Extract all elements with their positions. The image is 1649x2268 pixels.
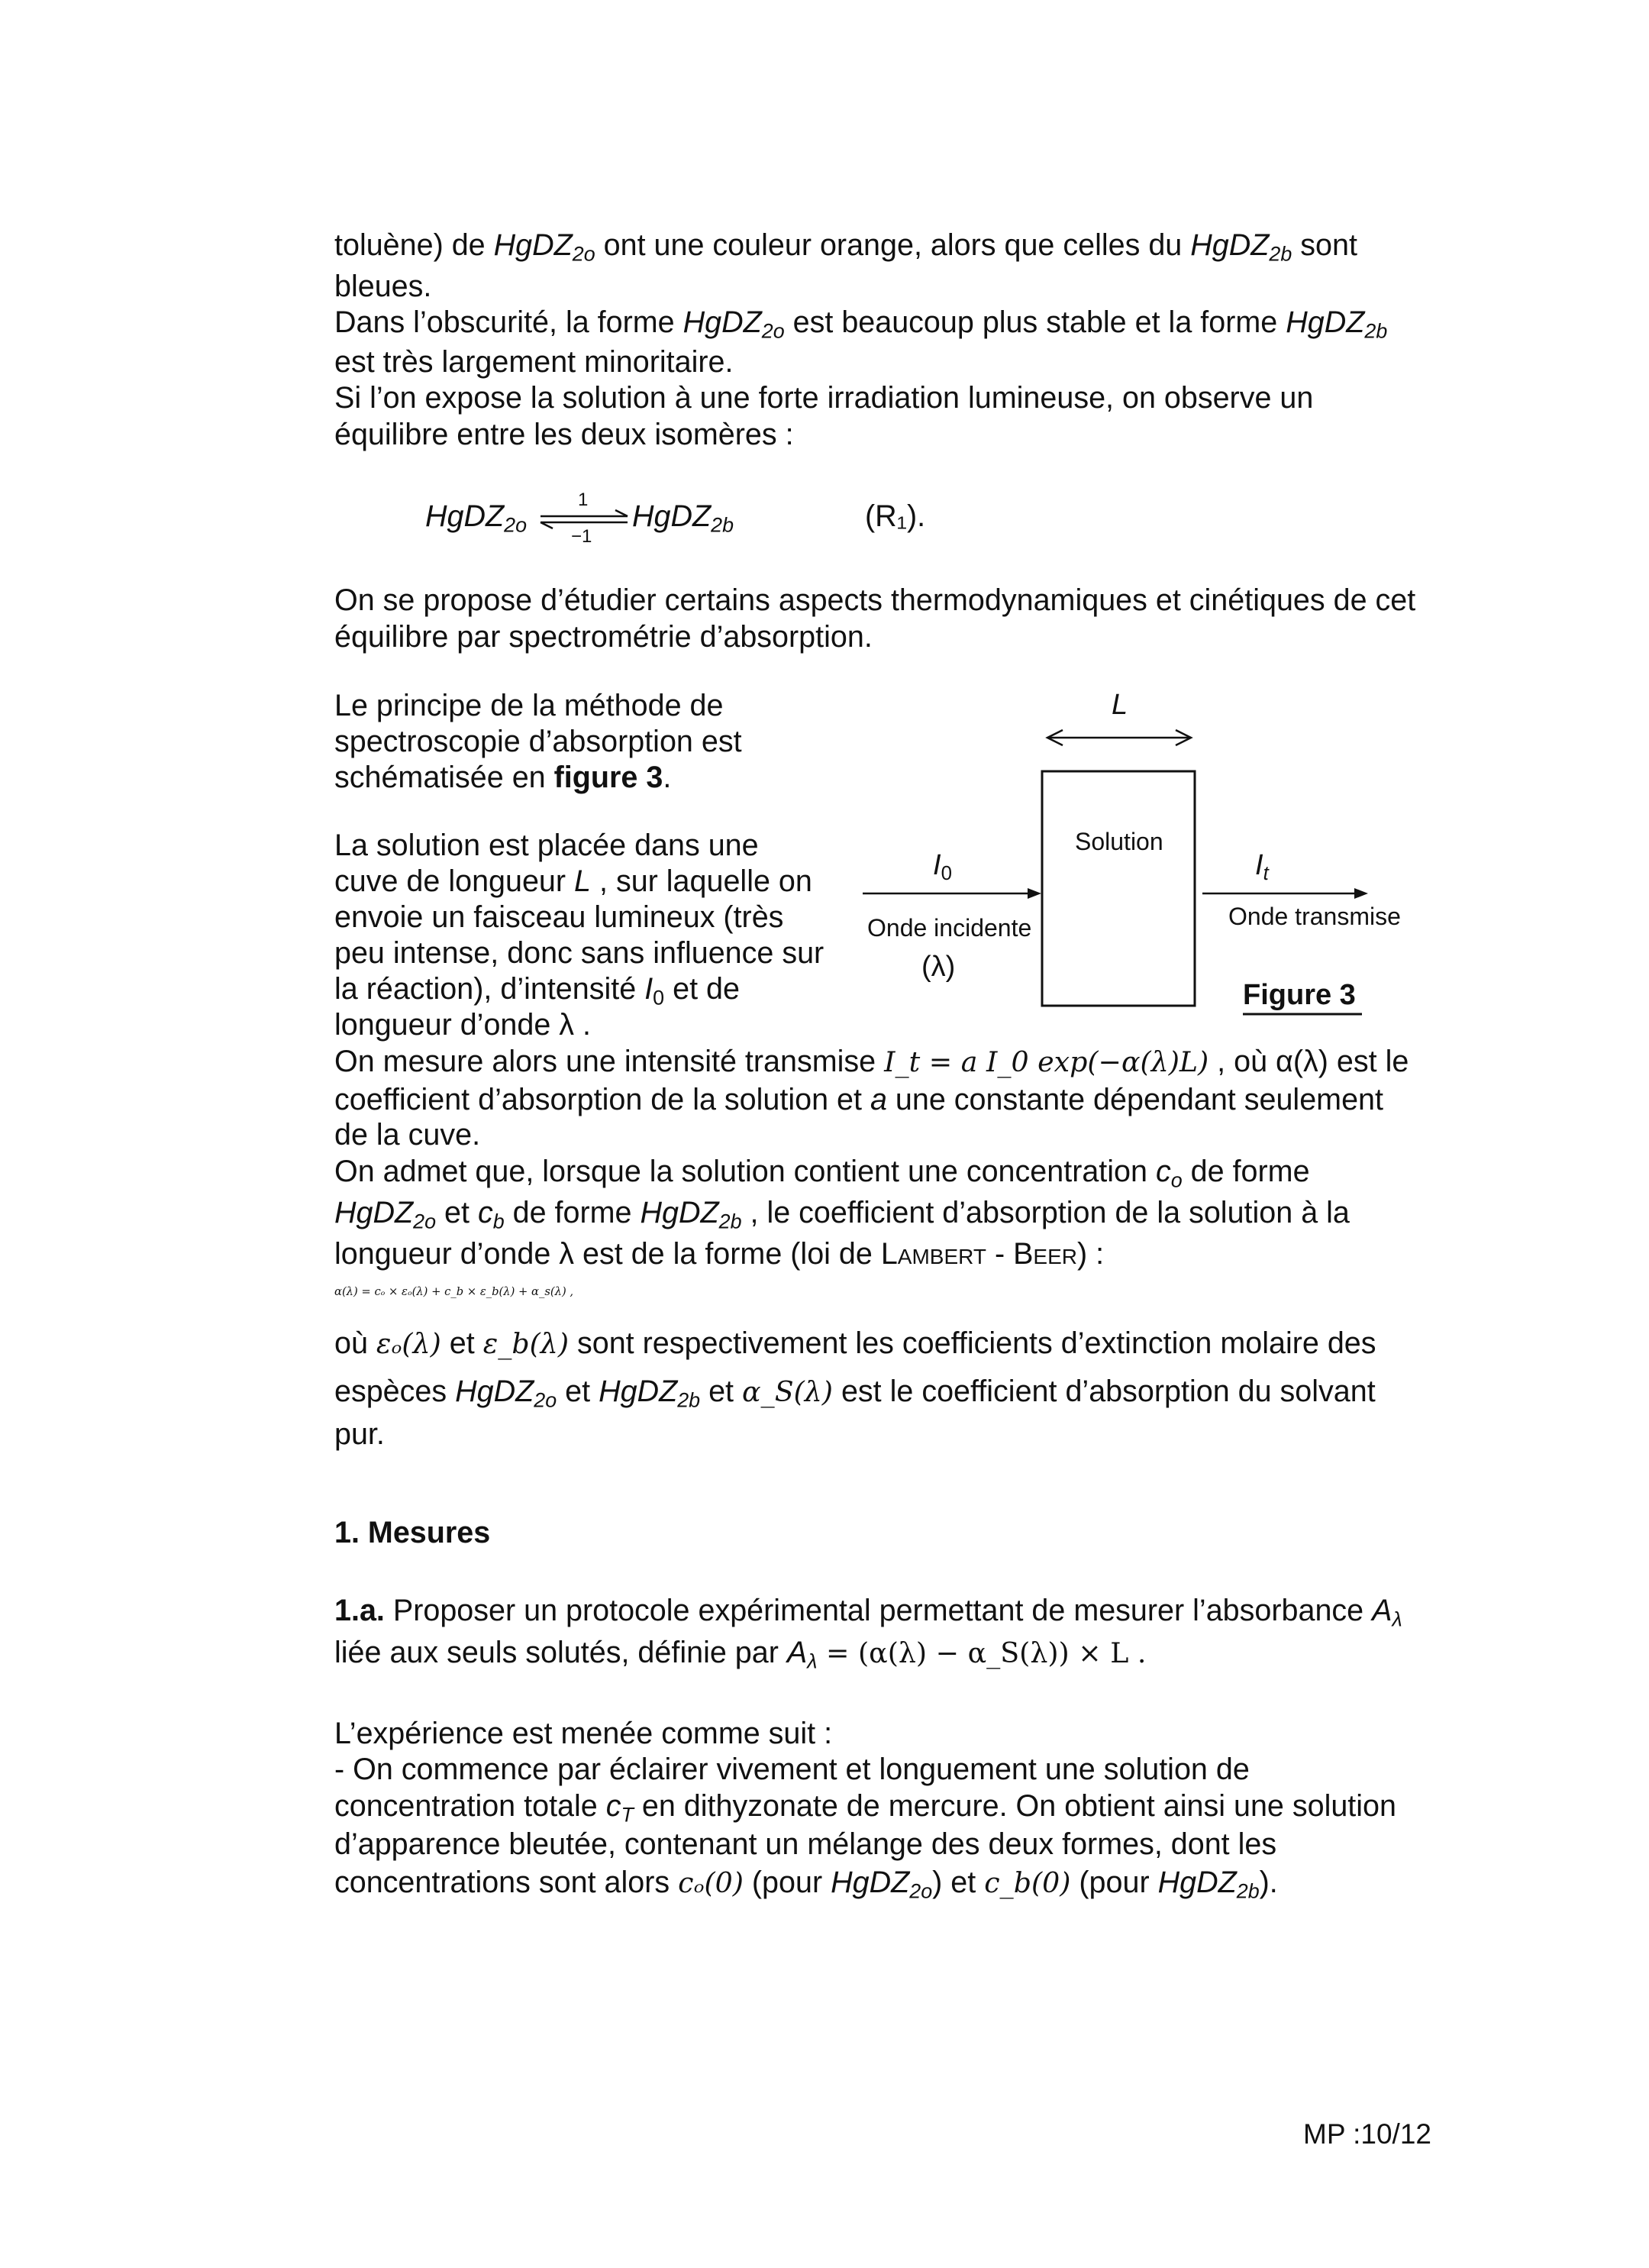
question-1a-line-1: 1.a. Proposer un protocole expérimental permettant de mesurer l’absorbance $A_\lambda$ [334, 1594, 1402, 1631]
principle-line-2: spectroscopie d’absorption est [334, 725, 742, 758]
incident-label: Onde incidente [867, 914, 1032, 942]
solution-label: Solution [1075, 828, 1163, 855]
admission-line-3: longueur d’onde λ est de la forme (loi de Lambert - Beer) : [334, 1237, 1105, 1271]
intro-line-3: Dans l’obscurité, la forme HgDZ$_{2o}$ est beaucoup plus stable et la forme HgDZ$_{2b}$ [334, 305, 1388, 343]
lambda-label: (λ) [921, 951, 956, 983]
intro-line-4: est très largement minoritaire. [334, 345, 734, 379]
principle-line-4: La solution est placée dans une [334, 829, 759, 862]
principle-line-7: peu intense, donc sans influence sur [334, 936, 824, 970]
reaction-label: (R₁). [865, 499, 926, 533]
question-1a-line-2: liée aux seuls solutés, définie par $A_\lambda = (\alpha(\lambda)$ − α_S(λ)) × L . [334, 1636, 1147, 1673]
section-heading: 1. Mesures [334, 1516, 491, 1549]
experiment-line-3: concentration totale $c_T$ en dithyzonate de mercure. On obtient ainsi une solution [334, 1789, 1396, 1827]
incident-intensity: $I_0$ [933, 849, 952, 885]
k-backward: −1 [571, 526, 592, 547]
length-label: L [1112, 689, 1128, 721]
intro-line-5: Si l’on expose la solution à une forte irradiation lumineuse, on observe un [334, 381, 1314, 415]
measure-line-3: de la cuve. [334, 1118, 481, 1152]
incident-arrow [863, 888, 1041, 899]
admission-line-1: On admet que, lorsque la solution contient une concentration $c_o$ de forme [334, 1155, 1310, 1192]
admission-line-2: HgDZ$_{2o}$ et $c_b$ de forme HgDZ$_{2b}$ , le coefficient d’absorption de la solution à la [334, 1196, 1350, 1233]
figure-caption: Figure 3 [1243, 979, 1356, 1011]
principle-line-1: Le principe de la méthode de [334, 689, 724, 722]
measure-line-1: On mesure alors une intensité transmise I_t = a I_0 exp(−α(λ)L) , où α(λ) est le [334, 1045, 1409, 1078]
reaction-product: HgDZ$_{2b}$ [632, 499, 734, 537]
experiment-line-4: d’apparence bleutée, contenant un mélange des deux formes, dont les [334, 1827, 1277, 1861]
transmitted-label: Onde transmise [1228, 903, 1401, 930]
transmitted-arrow [1202, 888, 1368, 899]
solution-cuvette [1042, 771, 1195, 1006]
experiment-line-5: concentrations sont alors cₒ(0) (pour HgDZ$_{2o}$) et c_b(0) (pour HgDZ$_{2b}$). [334, 1866, 1278, 1903]
proposal-line-2: équilibre par spectrométrie d’absorption. [334, 620, 873, 654]
experiment-line-1: L’expérience est menée comme suit : [334, 1717, 833, 1750]
text: toluène) de [334, 228, 494, 262]
principle-line-6: envoie un faisceau lumineux (très [334, 900, 784, 934]
lambert-beer-equation: α(λ) = cₒ × εₒ(λ) + c_b × ε_b(λ) + α_s(λ) , [334, 1285, 574, 1298]
principle-line-9: longueur d’onde λ . [334, 1008, 592, 1042]
transmitted-intensity: $I_t$ [1255, 849, 1269, 885]
admission-line-5: où εₒ(λ) et ε_b(λ) sont respectivement les coefficients d’extinction molaire des [334, 1326, 1376, 1360]
species-b: HgDZ$_{2b}$ [1190, 228, 1292, 266]
page-number: MP :10/12 [1303, 2118, 1431, 2150]
reaction-arrows [541, 510, 628, 528]
k-forward: 1 [578, 489, 589, 510]
reaction-reactant: HgDZ$_{2o}$ [425, 499, 528, 537]
principle-line-3: schématisée en figure 3. [334, 761, 672, 794]
intro-line-6: équilibre entre les deux isomères : [334, 418, 794, 451]
proposal-line-1: On se propose d’étudier certains aspects thermodynamiques et cinétiques de cet [334, 583, 1416, 617]
text: sont [1292, 228, 1357, 262]
text: ont une couleur orange, alors que celles du [595, 228, 1191, 262]
species-o: HgDZ$_{2o}$ [493, 228, 595, 266]
admission-line-6: espèces HgDZ$_{2o}$ et HgDZ$_{2b}$ et α_S(λ) est le coefficient d’absorption du solvant [334, 1375, 1376, 1412]
measure-line-2: coefficient d’absorption de la solution et a une constante dépendant seulement [334, 1083, 1383, 1116]
principle-line-5: cuve de longueur L , sur laquelle on [334, 864, 812, 898]
admission-line-7: pur. [334, 1417, 385, 1451]
principle-line-8: la réaction), d’intensité $I_0$ et de [334, 972, 740, 1010]
intro-line-2: bleues. [334, 270, 432, 303]
experiment-line-2: - On commence par éclairer vivement et longuement une solution de [334, 1753, 1250, 1786]
length-double-arrow [1047, 730, 1191, 745]
